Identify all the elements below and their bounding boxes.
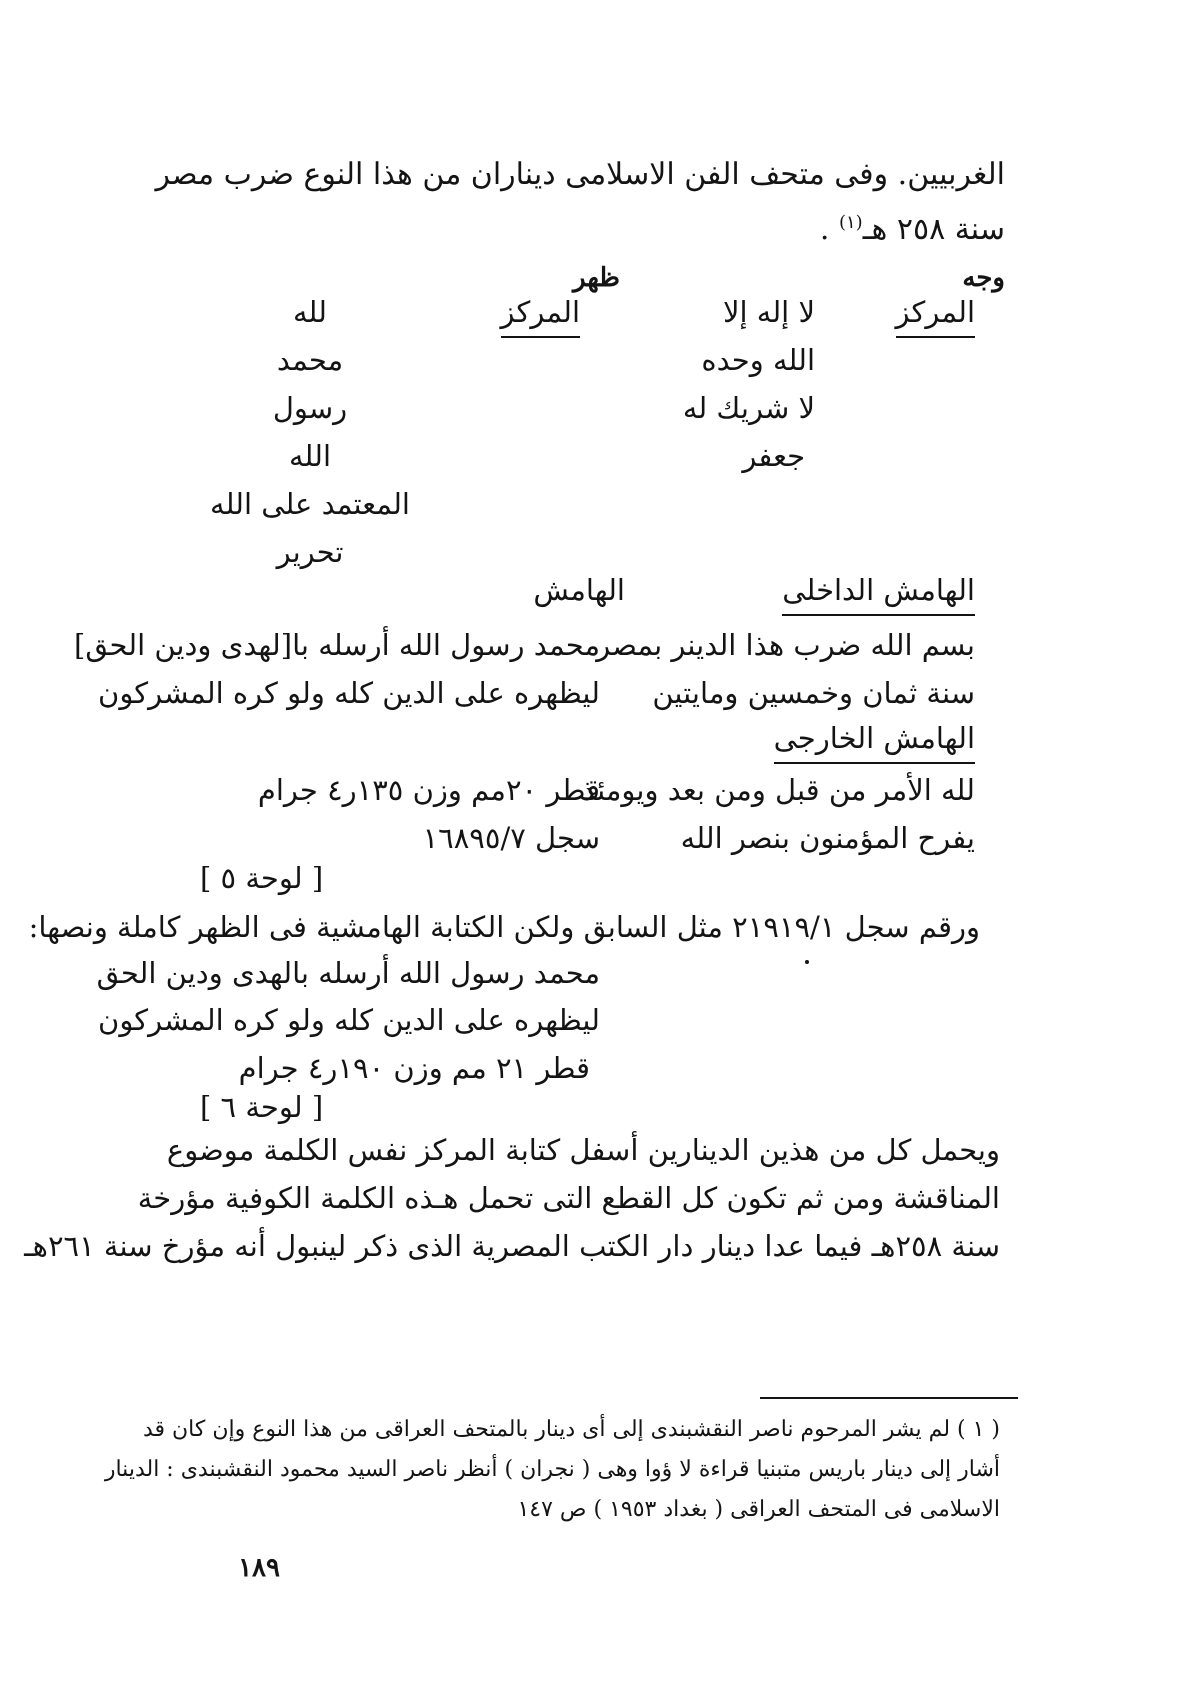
obverse-line: لا شريك له	[682, 391, 815, 425]
paragraph-line: ويحمل كل من هذين الدينارين أسفل كتابة المركز نفس الكلمة موضوع	[166, 1133, 1000, 1167]
outer-margin-line: لله الأمر من قبل ومن بعد ويومئذ	[581, 773, 975, 807]
second-coin-line: قطر ٢١ مم وزن ١٩٠ر٤ جرام	[238, 1051, 590, 1085]
reverse-line: الله	[288, 439, 332, 473]
measurements: قطر ٢٠مم وزن ١٣٥ر٤ جرام	[257, 773, 600, 807]
record-number: سجل ١٦٨٩٥/٧	[422, 821, 600, 855]
intro-line-2-end: .	[819, 212, 830, 247]
outer-margin-heading: الهامش الخارجى	[774, 718, 975, 764]
reverse-line: محمد	[276, 343, 344, 377]
obverse-center-label: المركز	[896, 292, 975, 338]
footnote-rule	[760, 1397, 1018, 1399]
footnote-line: الاسلامى فى المتحف العراقى ( بغداد ١٩٥٣ ) ص ١٤٧	[517, 1497, 1000, 1522]
second-coin-line: ليظهره على الدين كله ولو كره المشركون	[98, 1003, 600, 1037]
second-coin-line: محمد رسول الله أرسله بالهدى ودين الحق	[96, 956, 600, 990]
inner-margin-heading: الهامش الداخلى	[782, 570, 975, 616]
reverse-line: لله	[293, 295, 327, 329]
intro-line-2	[820, 203, 1005, 250]
margin-line: محمد رسول الله أرسله با[لهدى ودين الحق]	[74, 628, 600, 662]
intro-line-2-text: سنة ٢٥٨ هـ	[862, 212, 1005, 247]
outer-margin-line: يفرح المؤمنون بنصر الله	[680, 821, 975, 855]
reverse-center-label: المركز	[501, 292, 580, 338]
obverse-line: الله وحده	[701, 343, 815, 377]
reverse-line: المعتمد على الله	[210, 487, 410, 521]
intro-line-1: الغربيين. وفى متحف الفن الاسلامى ديناران من هذا النوع ضرب مصر	[155, 157, 1005, 192]
ink-dot	[805, 960, 809, 964]
inner-margin-line: سنة ثمان وخمسين ومايتين	[652, 676, 975, 710]
second-coin-line: ورقم سجل ٢١٩١٩/١ مثل السابق ولكن الكتابة الهامشية فى الظهر كاملة ونصها:	[28, 910, 980, 944]
obverse-heading: وجه	[962, 263, 1005, 293]
reverse-line: رسول	[272, 391, 348, 425]
margin-heading: الهامش	[533, 573, 625, 607]
footnote-line: ( ١ ) لم يشر المرحوم ناصر النقشبندى إلى أى دينار بالمتحف العراقى من هذا النوع وإن كان قد	[142, 1417, 1000, 1442]
inner-margin-line: بسم الله ضرب هذا الدينر بمصر	[596, 628, 975, 662]
plate-label: [ لوحة ٦ ]	[200, 1090, 324, 1124]
reverse-line: تحرير	[276, 535, 344, 569]
plate-label: [ لوحة ٥ ]	[200, 861, 324, 895]
footnote-line: أشار إلى دينار باريس متبنيا قراءة لا ؤوا وهى ( نجران ) أنظر ناصر السيد محمود النقشبندى : الدينار	[104, 1457, 1000, 1482]
margin-line: ليظهره على الدين كله ولو كره المشركون	[98, 676, 600, 710]
obverse-line: لا إله إلا	[722, 295, 815, 329]
page-number: ١٨٩	[238, 1553, 280, 1583]
obverse-line: جعفر	[742, 439, 805, 473]
paragraph-line: سنة ٢٥٨هـ فيما عدا دينار دار الكتب المصرية الذى ذكر لينبول أنه مؤرخ سنة ٢٦١هـ	[24, 1229, 1000, 1263]
reverse-heading: ظهر	[572, 263, 620, 293]
footnote-ref: (١)	[838, 212, 863, 233]
paragraph-line: المناقشة ومن ثم تكون كل القطع التى تحمل هـذه الكلمة الكوفية مؤرخة	[137, 1181, 1000, 1215]
